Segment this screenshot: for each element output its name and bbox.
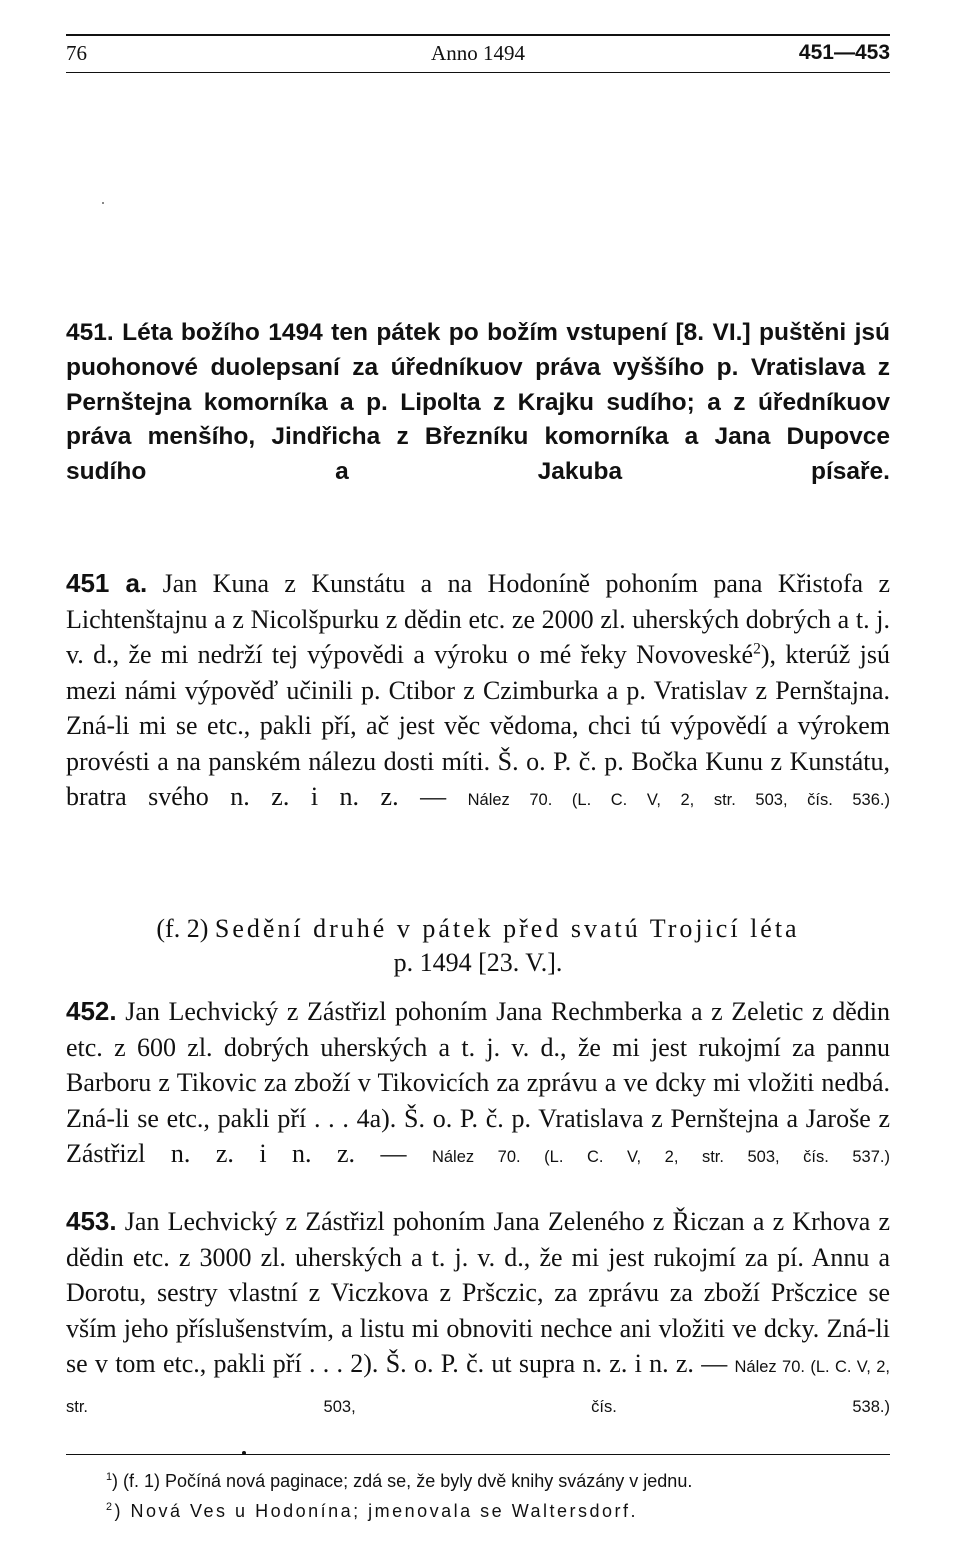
page-number: 76	[66, 41, 87, 65]
document-page	[66, 34, 890, 1534]
section-title: Sedění druhé v pátek před svatú Trojicí léta	[214, 914, 800, 943]
footnote-mark: 1	[106, 1471, 113, 1483]
entry-number: 453.	[66, 1206, 117, 1236]
entry-452	[66, 994, 890, 1211]
folio-mark: (f. 2)	[156, 914, 215, 943]
footnote-2	[106, 1496, 896, 1526]
source-reference: Nález 70. (L. C. V, 2, str. 503, čís. 538.)	[66, 1358, 891, 1416]
section-heading	[66, 912, 890, 980]
footnote-ref: 2	[753, 640, 761, 658]
footnote-rule	[66, 1454, 890, 1455]
entry-451a	[66, 566, 890, 854]
running-title: Anno 1494	[431, 41, 525, 65]
entry-number: 452.	[66, 996, 117, 1026]
footnote-1	[106, 1466, 896, 1496]
entry-text: Jan Lechvický z Zástřizl pohoním Jana Zeleného z Řiczan a z Krhova z dědin etc. z 3000 zl. uherských a t. j. v. d., že mi jest rukojmí za pí. Annu a Dorotu, sestry vlastní z Viczkova z Pršczic, za zprávu za zboží Pršczice se vším jeho příslušenstvím, a listu mi obnoviti nechce ani vložiti ve dcky. Zná-li se v tom etc., pakli pří . . . 2). Š. o. P. č. ut supra n. z. i n. z. —	[66, 1207, 890, 1378]
footnote-text: ) (f. 1) Počíná nová paginace; zdá se, že byly dvě knihy svázány v jednu.	[112, 1471, 693, 1491]
entry-range: 451—453	[798, 41, 890, 64]
section-date: p. 1494 [23. V.].	[393, 948, 563, 977]
footnote-text: ) Nová Ves u Hodonína; jmenovala se Waltersdorf.	[114, 1501, 639, 1521]
entry-number: 451 a.	[66, 568, 148, 598]
entry-text: Jan Kuna z Kunstátu a na Hodoníně pohoním pana Křistofa z Lichtenštajnu a z Nicolšpurku z dědin etc. ze 2000 zl. uherských dobrých a t. j. v. d., že mi nedrží tej výpovědi a výroku o mé řeky Novoveské	[66, 569, 890, 669]
footnotes	[106, 1466, 896, 1526]
entry-451: 451. Léta božího 1494 ten pátek po božím vstupení [8. VI.] puštěni jsú puohonové duolepsaní za úředníkuov práva vyššího p. Vratislava z Pernštejna komorníka a p. Lipolta z Krajku sudího; a z úředníkuov práva menšího, Jindřicha z Březníku komorníka a Jana Dupovce sudího a Jakuba písaře.	[66, 319, 890, 486]
running-header	[66, 34, 890, 70]
entry-text: ), kterúž jsú mezi námi výpověď učinili p. Ctibor z Czimburka a p. Vratislav z Pernštajna. Zná-li mi se etc., pakli pří, ač jest věc vědoma, chci tú výpovědí a výrokem provésti a na panském nálezu dosti míti. Š. o. P. č. p. Bočka Kunu z Kunstátu, bratra svého n. z. i n. z. —	[66, 640, 891, 811]
footnote-mark: 2	[106, 1501, 115, 1513]
header-rule	[66, 72, 890, 73]
print-speck	[102, 202, 104, 204]
footnote-dot	[242, 1451, 246, 1455]
source-reference: Nález 70. (L. C. V, 2, str. 503, čís. 537.)	[431, 1148, 890, 1166]
entry-453	[66, 1204, 890, 1461]
source-reference: Nález 70. (L. C. V, 2, str. 503, čís. 536.)	[467, 791, 890, 809]
entry-text: Jan Lechvický z Zástřizl pohoním Jana Rechmberka a z Zeletic z dědin etc. z 600 zl. dobrých uherských a t. j. v. d., že mi jest rukojmí za pannu Barboru z Tikovic za zboží v Tikovicích za zprávu a ve dcky mi vložiti nedbá. Zná-li se etc., pakli pří . . . 4a). Š. o. P. č. p. Vratislava z Pernštejna a Jaroše z Zástřizl n. z. i n. z. —	[66, 997, 890, 1168]
